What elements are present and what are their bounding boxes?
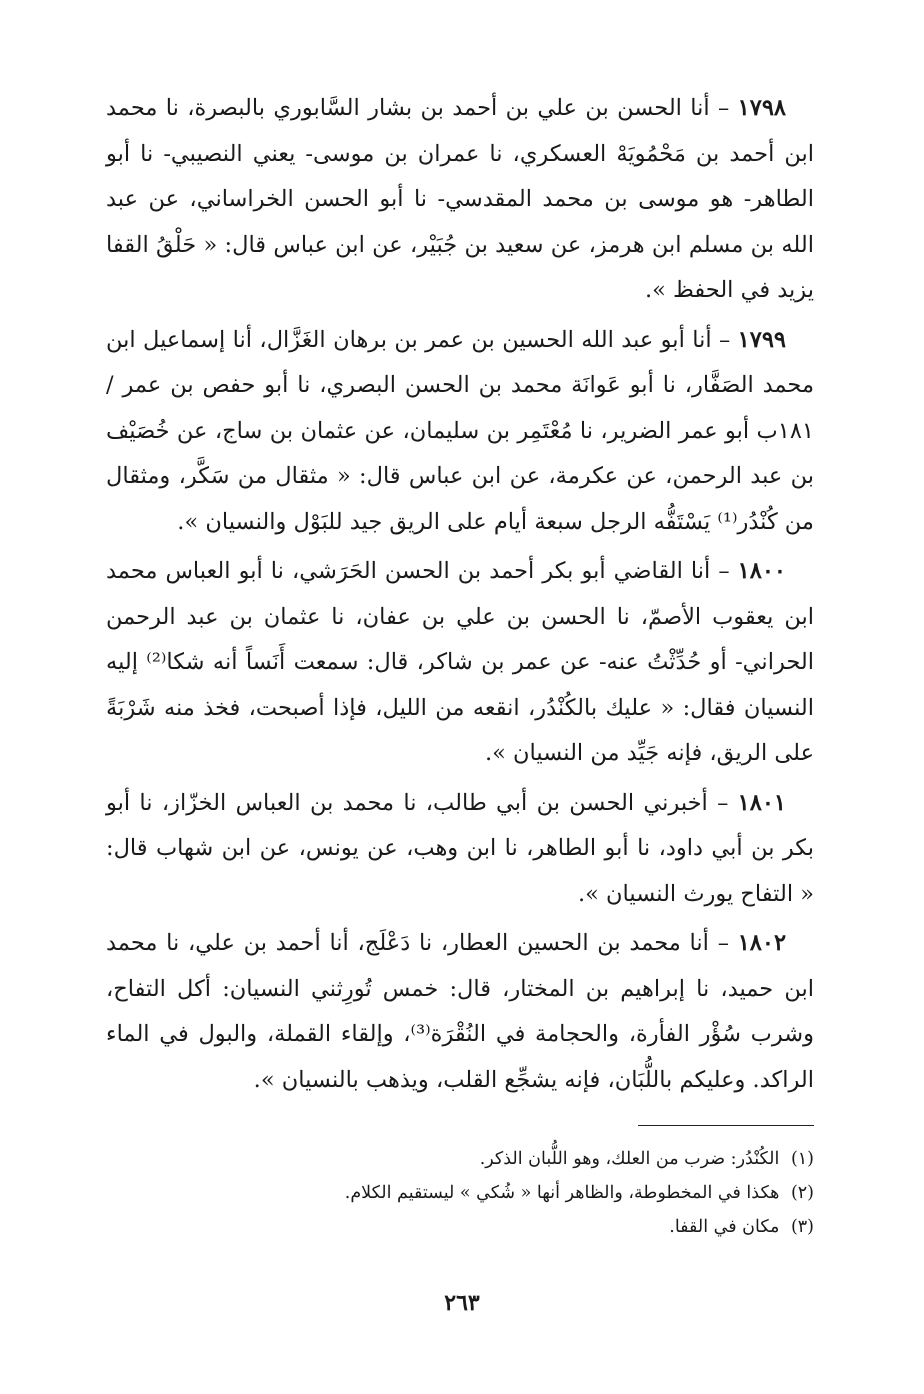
document-page [106,86,814,1376]
entries-body [106,86,814,1103]
page-number: ٢٦٣ [444,1290,480,1316]
footnotes [106,1142,814,1244]
entry-1802 [106,921,814,1103]
footnote-text: الكُنْدُر: ضرب من العلك، وهو اللُّبان الذكر. [479,1149,780,1169]
entry-text: أنا القاضي أبو بكر أحمد بن الحسن الحَرَشي، نا أبو العباس محمد ابن يعقوب الأصمّ، نا الحسن بن علي بن عفان، نا عثمان بن عبد الرحمن الحراني- أو حُدِّثْتُ عنه- عن عمر بن شاكر، قال: سمعت أَنَساً أنه شكا⁽²⁾ إليه النسيان فقال: « عليك بالكُنْدُر، انقعه من الليل، فإذا أصبحت، فخذ منه شَرْبَةً على الريق، فإنه جَيِّد من النسيان ». [106,558,814,766]
footnote-divider [638,1125,814,1126]
entry-number: ١٨٠١ [737,789,787,816]
entry-text: أنا الحسن بن علي بن أحمد بن بشار السَّابوري بالبصرة، نا محمد ابن أحمد بن مَحْمُويَهْ العسكري، نا عمران بن موسى- يعني النصيبي- نا أبو الطاهر- هو موسى بن محمد المقدسي- نا أبو الحسن الخراساني، عن عبد الله بن مسلم ابن هرمز، عن سعيد بن جُبَيْر، عن ابن عباس قال: « حَلْقُ القفا يزيد في الحفظ ». [106,95,814,303]
entry-text: أخبرني الحسن بن أبي طالب، نا محمد بن العباس الخزّاز، نا أبو بكر بن أبي داود، نا أبو الطاهر، نا ابن وهب، عن يونس، عن ابن شهاب قال: « التفاح يورث النسيان ». [106,789,814,907]
entry-number: ١٨٠٢ [737,930,787,956]
entry-separator: – [718,558,730,584]
footnote-3 [106,1210,814,1244]
footnote-text: مكان في القفا. [669,1217,780,1237]
entry-separator: – [717,789,729,816]
entry-1798 [106,86,814,314]
entry-number: ١٧٩٩ [737,326,786,353]
footnote-mark: (٢) [790,1183,814,1203]
footnote-1 [106,1142,814,1176]
entry-1800 [106,549,814,777]
entry-1799 [106,318,814,546]
entry-separator: – [718,95,730,121]
entry-1801 [106,781,814,918]
entry-text: أنا أبو عبد الله الحسين بن عمر بن برهان الغَزَّال، أنا إسماعيل ابن محمد الصَفَّار، نا أبو عَوانَة محمد بن الحسن البصري، نا أبو حفص بن عمر /١٨١ب أبو عمر الضرير، نا مُعْتَمِر بن سليمان، عن عثمان بن ساج، عن خُصَيْف بن عبد الرحمن، عن عكرمة، عن ابن عباس قال: « مثقال من سَكَّر، ومثقال من كُنْدُر⁽¹⁾ يَسْتَفُّه الرجل سبعة أيام على الريق جيد للبَوْل والنسيان ». [106,326,814,535]
entry-number: ١٨٠٠ [737,558,786,584]
entry-text: أنا محمد بن الحسين العطار، نا دَعْلَج، أنا أحمد بن علي، نا محمد ابن حميد، نا إبراهيم بن المختار، قال: خمس تُورِثني النسيان: أكل التفاح، وشرب سُؤْر الفأرة، والحجامة في النُقْرَة⁽³⁾، وإلقاء القملة، والبول في الماء الراكد. وعليكم باللُّبَان، فإنه يشجِّع القلب، ويذهب بالنسيان ». [106,930,814,1093]
footnote-mark: (١) [790,1149,814,1169]
entry-separator: – [717,930,729,956]
entry-number: ١٧٩٨ [737,95,787,121]
entry-separator: – [719,326,731,353]
footnote-2 [106,1176,814,1210]
footnote-text: هكذا في المخطوطة، والظاهر أنها « شُكي » ليستقيم الكلام. [344,1183,780,1203]
footnote-mark: (٣) [790,1217,814,1237]
